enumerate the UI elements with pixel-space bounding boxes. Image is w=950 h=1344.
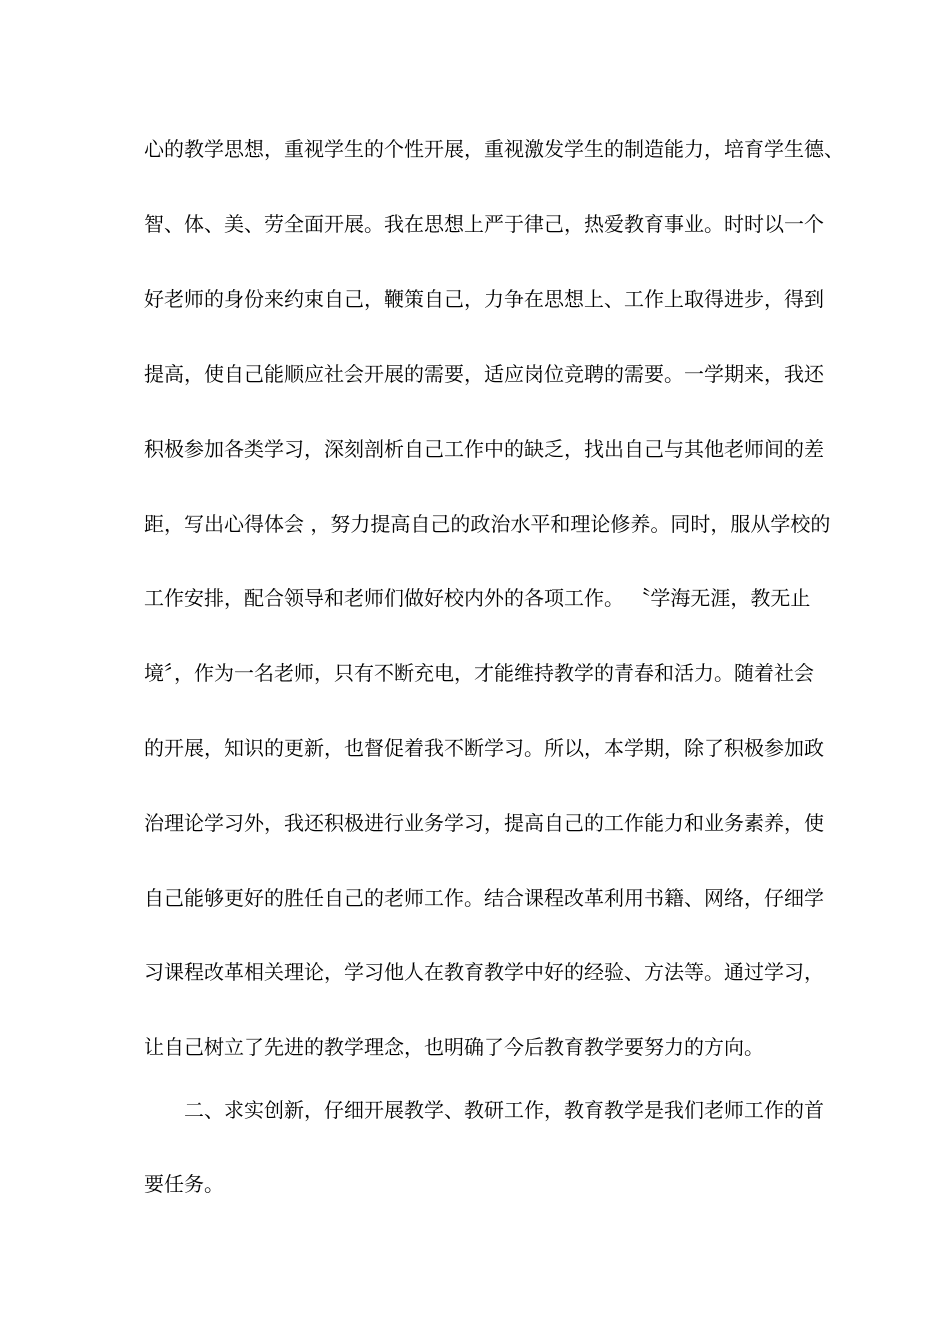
paragraph-line: 积极参加各类学习，深刻剖析自己工作中的缺乏，找出自己与其他老师间的差 <box>144 437 824 461</box>
section-heading-line: 要任务。 <box>144 1172 224 1196</box>
paragraph-line: 让自己树立了先进的教学理念，也明确了今后教育教学要努力的方向。 <box>144 1035 764 1059</box>
paragraph-line: 距，写出心得体会 ，努力提高自己的政治水平和理论修养。同时，服从学校的 <box>144 512 831 536</box>
paragraph-line: 的开展，知识的更新，也督促着我不断学习。所以，本学期，除了积极参加政 <box>144 736 824 760</box>
section-heading-line: 二、求实创新，仔细开展教学、教研工作，教育教学是我们老师工作的首 <box>184 1098 824 1122</box>
paragraph-line: 治理论学习外，我还积极进行业务学习，提高自己的工作能力和业务素养，使 <box>144 811 824 835</box>
paragraph-line: 心的教学思想，重视学生的个性开展，重视激发学生的制造能力，培育学生德、 <box>144 137 844 161</box>
paragraph-line: 提高，使自己能顺应社会开展的需要，适应岗位竞聘的需要。一学期来，我还 <box>144 362 824 386</box>
paragraph-line: 习课程改革相关理论，学习他人在教育教学中好的经验、方法等。通过学习， <box>144 960 824 984</box>
paragraph-line: 工作安排，配合领导和老师们做好校内外的各项工作。 〝学海无涯，教无止 <box>144 586 811 610</box>
paragraph-line: 境〞，作为一名老师，只有不断充电，才能维持教学的青春和活力。随着社会 <box>144 661 814 685</box>
paragraph-line: 智、体、美、劳全面开展。我在思想上严于律己，热爱教育事业。时时以一个 <box>144 212 824 236</box>
paragraph-line: 好老师的身份来约束自己，鞭策自己，力争在思想上、工作上取得进步，得到 <box>144 287 824 311</box>
paragraph-line: 自己能够更好的胜任自己的老师工作。结合课程改革利用书籍、网络，仔细学 <box>144 886 824 910</box>
